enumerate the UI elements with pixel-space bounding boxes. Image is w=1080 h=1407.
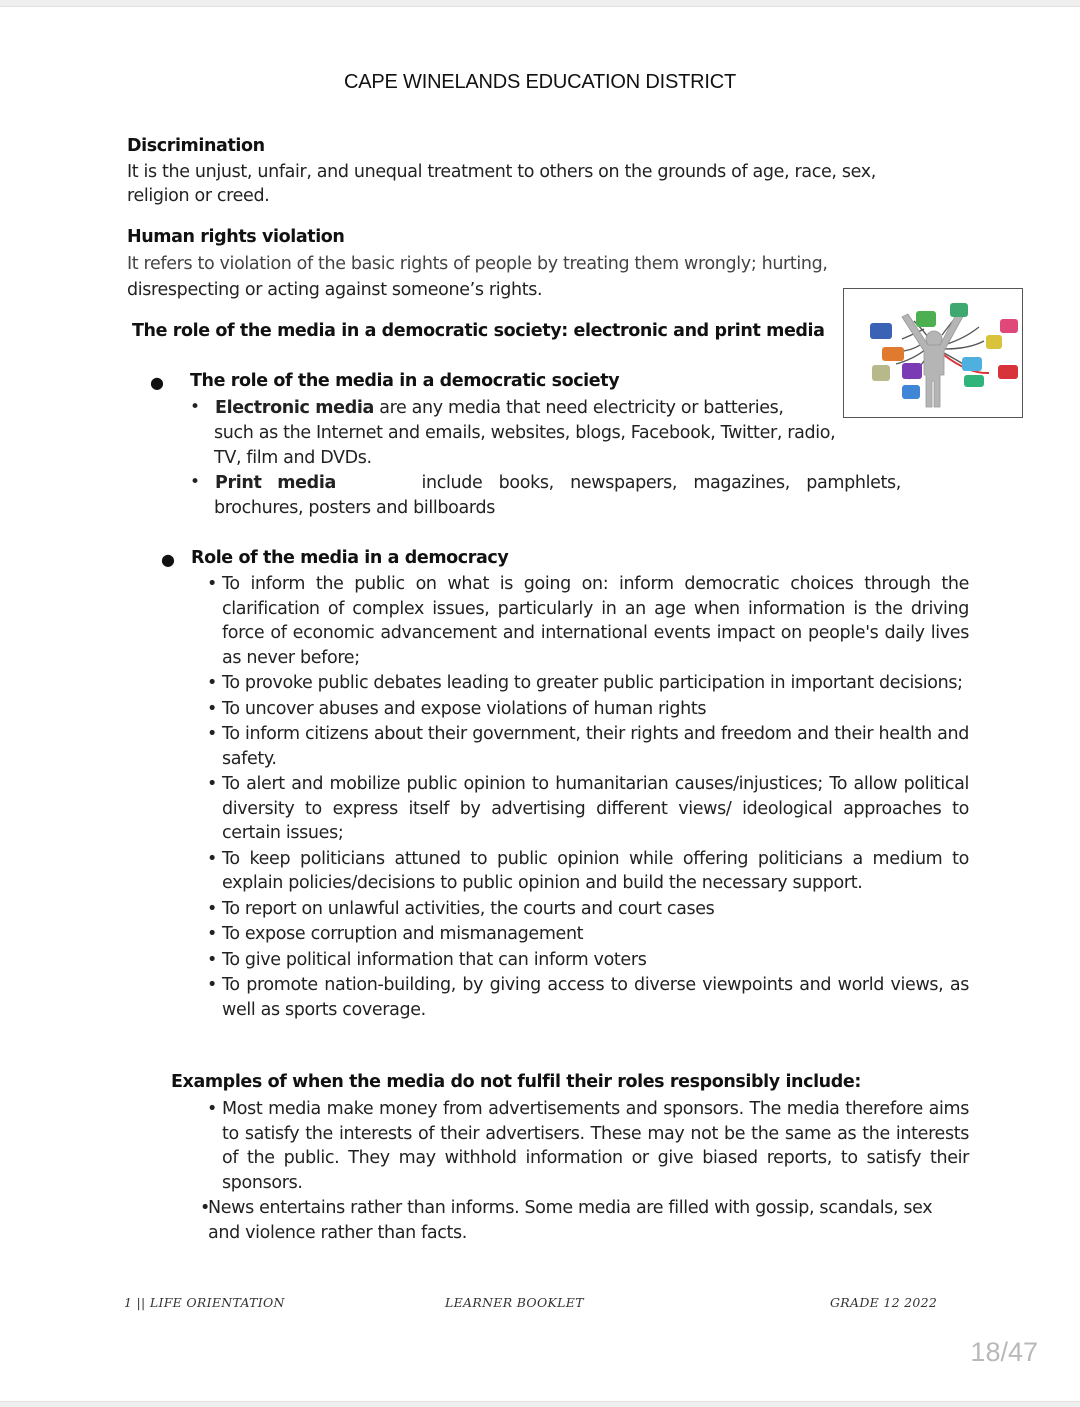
electronic-media-term: Electronic media (215, 398, 374, 418)
footer-separator: || (136, 1295, 146, 1310)
human-rights-text-line1: It refers to violation of the basic rights of people by treating them wrongly; hurting, (127, 254, 828, 274)
print-media-line2: brochures, posters and billboards (214, 498, 495, 518)
list-item: • To give political information that can inform voters (207, 949, 647, 970)
democracy-role-list (207, 572, 969, 1023)
footer-booklet: LEARNER BOOKLET (445, 1295, 584, 1310)
viewer-top-bar (0, 0, 1080, 7)
list-item: • Most media make money from advertisements and sponsors. The media therefore aims to satisfy the interests of their advertisers. These may not be the same as the interests of the public. They may withhold information or give biased reports, to satisfy their sponsors. (207, 1099, 969, 1193)
list-item: • To alert and mobilize public opinion to humanitarian causes/injustices; To allow political diversity to express itself by advertising different views/ ideological approaches to certain issues; (207, 774, 969, 843)
democracy-role-heading: Role of the media in a democracy (191, 548, 509, 568)
list-item: • To provoke public debates leading to greater public participation in important decisions; (207, 673, 963, 693)
page-header-title: CAPE WINELANDS EDUCATION DISTRICT (344, 71, 736, 93)
list-item: • To promote nation-building, by giving access to diverse viewpoints and world views, as well as sports coverage. (207, 975, 969, 1020)
bullet-dot-icon: ● (150, 373, 164, 392)
footer-subject: LIFE ORIENTATION (149, 1295, 285, 1310)
human-rights-text-line2: disrespecting or acting against someone’s rights. (127, 280, 543, 300)
bullet-dot-icon: ● (161, 550, 175, 569)
bullet-small-icon: • (190, 472, 201, 492)
viewer-bottom-bar (0, 1401, 1080, 1407)
footer-page-number: 1 (124, 1295, 133, 1310)
list-item: • To expose corruption and mismanagement (207, 924, 584, 944)
examples-list (200, 1097, 969, 1245)
electronic-media-line3: TV, film and DVDs. (214, 448, 372, 468)
footer-left (124, 1295, 285, 1310)
page-counter: 18/47 (970, 1337, 1038, 1367)
media-role-subheading: The role of the media in a democratic society (190, 371, 620, 391)
list-item: • To inform citizens about their government, their rights and freedom and their health and safety. (207, 724, 969, 769)
discrimination-text-line1: It is the unjust, unfair, and unequal treatment to others on the grounds of age, race, sex, (127, 162, 876, 182)
print-media-line1: Print media include books, newspapers, magazines, pamphlets, (215, 471, 901, 496)
examples-heading: Examples of when the media do not fulfil their roles responsibly include: (171, 1072, 861, 1092)
list-item: • To uncover abuses and expose violations of human rights (207, 698, 707, 719)
list-item: • News entertains rather than informs. Some media are filled with gossip, scandals, sex and violence rather than facts. (200, 1198, 933, 1243)
list-item: • To inform the public on what is going on: inform democratic choices through the clarification of complex issues, particularly in an age when information is the driving force of economic advancement and international events impact on people's daily lives as never before; (207, 574, 969, 668)
footer-grade: GRADE 12 2022 (830, 1295, 938, 1310)
social-media-illustration (843, 288, 1023, 418)
media-role-heading: The role of the media in a democratic society: electronic and print media (132, 321, 825, 341)
human-rights-heading: Human rights violation (127, 227, 345, 247)
discrimination-heading: Discrimination (127, 136, 265, 156)
list-item: • To report on unlawful activities, the courts and court cases (207, 898, 715, 919)
electronic-media-line1: Electronic media are any media that need electricity or batteries, (215, 398, 784, 418)
electronic-media-line2: such as the Internet and emails, websites, blogs, Facebook, Twitter, radio, (214, 423, 836, 443)
document-page (0, 7, 1080, 1402)
social-media-person-icon (844, 289, 1022, 417)
print-media-term: Print media (215, 473, 336, 493)
discrimination-text-line2: religion or creed. (127, 186, 270, 206)
bullet-small-icon: • (190, 397, 201, 417)
list-item: • To keep politicians attuned to public opinion while offering politicians a medium to explain policies/decisions to public opinion and build the necessary support. (207, 848, 969, 893)
